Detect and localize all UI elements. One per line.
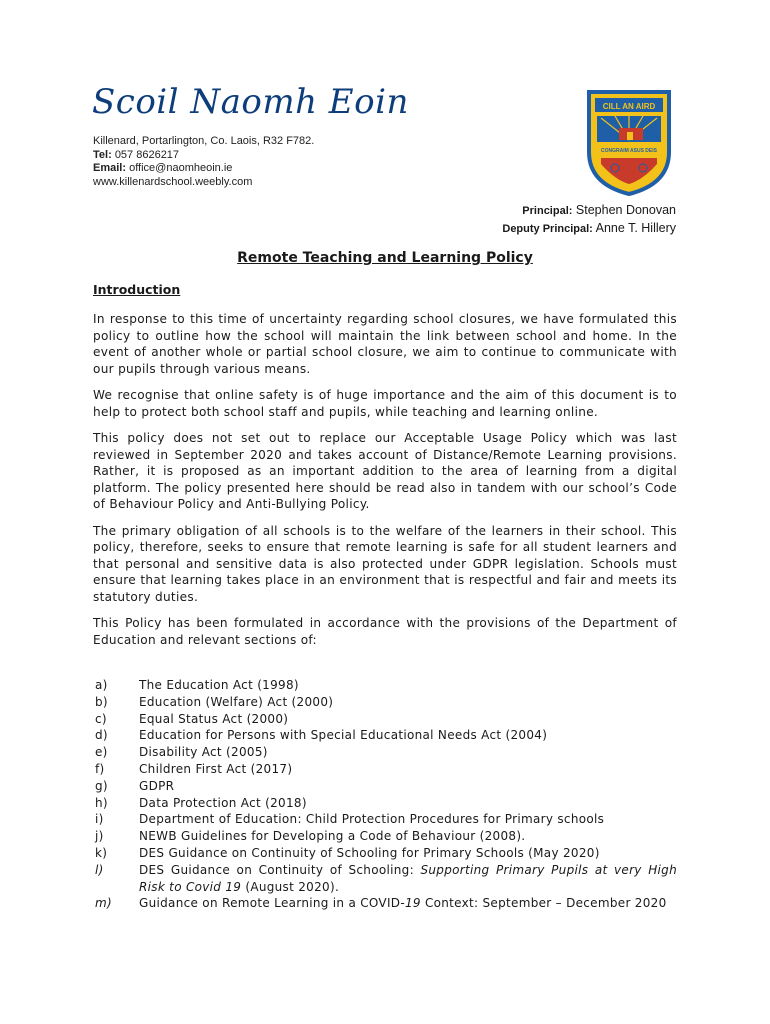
list-item: c) Equal Status Act (2000) xyxy=(95,711,289,726)
list-item: i) Department of Education: Child Protection Procedures for Primary schools xyxy=(95,812,605,827)
contact-block xyxy=(93,135,314,189)
document-title: Remote Teaching and Learning Policy xyxy=(237,250,533,266)
telephone: Tel: 057 8626217 xyxy=(93,148,180,161)
list-item: g) GDPR xyxy=(95,778,175,793)
paragraph: In response to this time of uncertainty regarding school closures, we have formulated this policy to outline how the school will maintain the link between school and home. In the event of another whole or partial school closure, we aim to continue to communicate with our pupils through various means. xyxy=(93,312,677,376)
list-item: f) Children First Act (2017) xyxy=(95,761,293,776)
list-item: h) Data Protection Act (2018) xyxy=(95,795,307,810)
paragraph: This Policy has been formulated in accordance with the provisions of the Department of Education and relevant sections of: xyxy=(93,616,677,647)
website: www.killenardschool.weebly.com xyxy=(93,175,253,188)
list-item: b) Education (Welfare) Act (2000) xyxy=(95,694,334,709)
deputy-principal: Deputy Principal: Anne T. Hillery xyxy=(502,221,676,235)
principal: Principal: Stephen Donovan xyxy=(522,203,676,217)
list-item: e) Disability Act (2005) xyxy=(95,745,268,760)
introduction-heading: Introduction xyxy=(93,282,181,297)
introduction-body xyxy=(93,311,677,658)
school-name-logo: Scoil Naomh Eoin xyxy=(92,82,409,122)
school-crest xyxy=(585,88,673,196)
email: Email: office@naomheoin.ie xyxy=(93,162,233,174)
staff-block xyxy=(502,202,676,238)
legislation-list xyxy=(93,677,677,912)
list-item: d) Education for Persons with Special Educational Needs Act (2004) xyxy=(95,728,548,743)
list-item: a) The Education Act (1998) xyxy=(95,678,299,692)
address: Killenard, Portarlington, Co. Laois, R32 F782. xyxy=(93,135,315,147)
svg-text:CONGRAIM ASUS DEIS: CONGRAIM ASUS DEIS xyxy=(601,148,657,154)
paragraph: We recognise that online safety is of huge importance and the aim of this document is to help to protect both school staff and pupils, while teaching and learning online. xyxy=(93,388,677,419)
svg-text:CILL AN AIRD: CILL AN AIRD xyxy=(602,102,656,111)
paragraph: This policy does not set out to replace our Acceptable Usage Policy which was last reviewed in September 2020 and takes account of Distance/Remote Learning provisions. Rather, it is proposed as an important addition to the area of learning from a digital platform. The policy presented here should be read also in tandem with our school’s Code of Behaviour Policy and Anti-Bullying Policy. xyxy=(93,431,677,511)
list-item: l) DES Guidance on Continuity of Schooling: Supporting Primary Pupils at very High Risk to Covid 19 (August 2020). xyxy=(95,862,677,894)
list-item: k) DES Guidance on Continuity of Schooling for Primary Schools (May 2020) xyxy=(95,845,600,860)
list-item: m) Guidance on Remote Learning in a COVID-19 Context: September – December 2020 xyxy=(95,896,667,911)
list-item: j) NEWB Guidelines for Developing a Code of Behaviour (2008). xyxy=(95,829,526,844)
paragraph: The primary obligation of all schools is to the welfare of the learners in their school. This policy, therefore, seeks to ensure that remote learning is safe for all student learners and that personal and sensitive data is also protected under GDPR legislation. Schools must ensure that learning takes place in an environment that is respectful and fair and meets its statutory duties. xyxy=(93,523,677,604)
